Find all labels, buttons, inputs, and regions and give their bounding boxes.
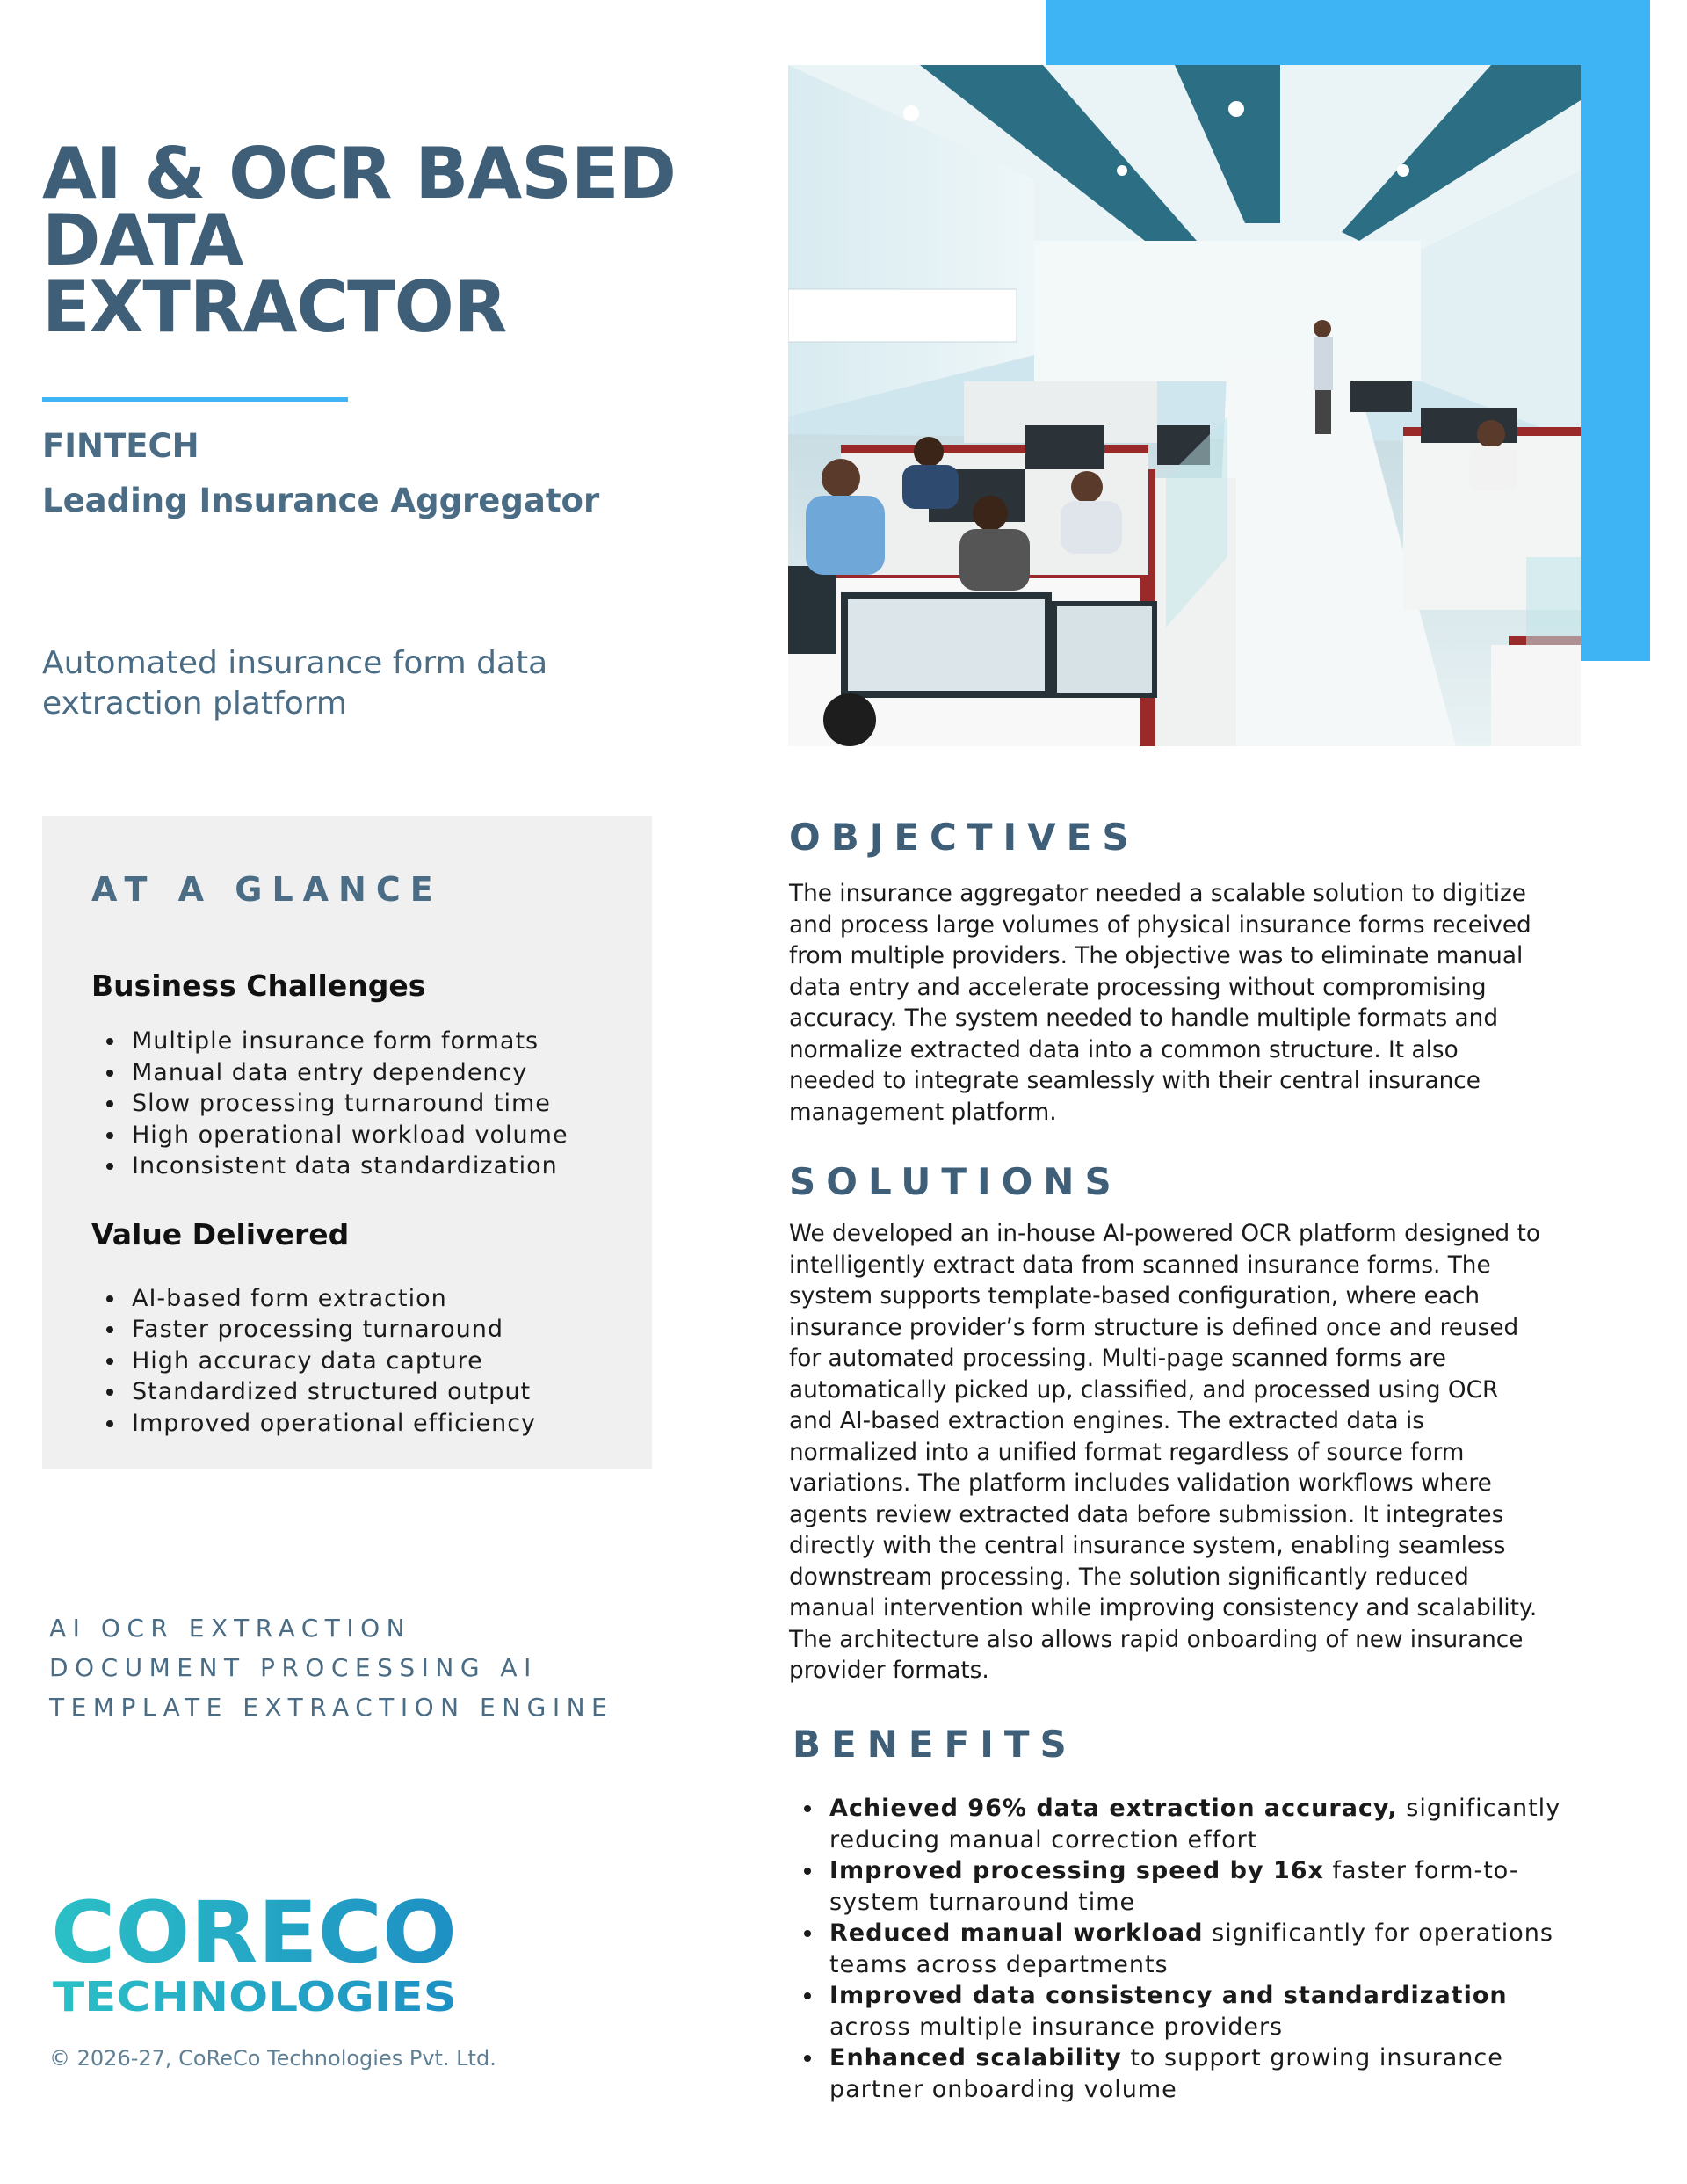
list-item: Inconsistent data standardization: [91, 1150, 603, 1182]
benefit-detail: to support growing insurance partner onboarding volume: [829, 2044, 1503, 2103]
benefit-highlight: Improved data consistency and standardization: [829, 1982, 1508, 2009]
list-item: Standardized structured output: [91, 1376, 603, 1408]
title-divider: [42, 397, 348, 402]
values-list: [91, 1283, 603, 1440]
list-item: Faster processing turnaround: [91, 1314, 603, 1346]
benefits-title: BENEFITS: [793, 1723, 1077, 1766]
list-item: Manual data entry dependency: [91, 1057, 603, 1089]
tag-ai-ocr: AI OCR EXTRACTION: [49, 1614, 412, 1643]
value-delivered-heading: Value Delivered: [91, 1216, 350, 1252]
benefit-highlight: Enhanced scalability: [829, 2044, 1122, 2072]
title-line-2: DATA EXTRACTOR: [42, 200, 507, 348]
coreco-logo: [49, 1893, 462, 2025]
benefit-highlight: Improved processing speed by 16x: [829, 1857, 1324, 1884]
list-item: [789, 1793, 1562, 1855]
list-item: High accuracy data capture: [91, 1346, 603, 1377]
benefit-detail: across multiple insurance providers: [829, 2013, 1284, 2041]
list-item: [789, 1855, 1562, 1918]
list-item: [789, 1918, 1562, 1980]
copyright: © 2026-27, CoReCo Technologies Pvt. Ltd.: [49, 2046, 496, 2071]
sector-label: FINTECH: [42, 427, 199, 465]
tag-document-processing: DOCUMENT PROCESSING AI: [49, 1653, 538, 1682]
page-title: [42, 133, 710, 348]
benefit-highlight: Achieved 96% data extraction accuracy,: [829, 1795, 1398, 1822]
objectives-text: The insurance aggregator needed a scalable solution to digitize and process large volumes of physical insurance forms received from multiple providers. The objective was to eliminate manual data entry and accelerate processing without compromising accuracy. The system needed to handle multiple formats and normalize extracted data into a common structure. It also needed to integrate seamlessly with their central insurance management platform.: [789, 881, 1531, 1126]
list-item: [789, 1980, 1562, 2043]
list-item: Slow processing turnaround time: [91, 1088, 603, 1120]
benefit-detail: faster form-to-system turnaround time: [829, 1857, 1519, 1916]
at-a-glance-title: AT A GLANCE: [91, 870, 443, 909]
list-item: [789, 2043, 1562, 2105]
benefit-highlight: Reduced manual workload: [829, 1919, 1204, 1947]
objectives-title: OBJECTIVES: [789, 816, 1140, 859]
benefits-list: [789, 1793, 1562, 2105]
title-line-1: AI & OCR BASED: [42, 133, 676, 214]
solutions-text: We developed an in-house AI-powered OCR platform designed to intelligently extract data from scanned insurance forms. The system supports template-based configuration, where each insurance provider’s form structure is defined once and reused for automated processing. Multi-page scanned forms are automatically picked up, classified, and processed using OCR and AI-based extraction engines. The extracted data is normalized into a unified format regardless of source form variations. The platform includes validation workflows where agents review extracted data before submission. It integrates directly with the central insurance system, enabling seamless downstream processing. The solution significantly reduced manual intervention while improving consistency and scalability. The architecture also allows rapid onboarding of new insurance provider formats.: [789, 1221, 1541, 1684]
at-a-glance-panel: [42, 816, 652, 1469]
list-item: AI-based form extraction: [91, 1283, 603, 1315]
list-item: Multiple insurance form formats: [91, 1026, 603, 1057]
list-item: High operational workload volume: [91, 1120, 603, 1151]
business-challenges-heading: Business Challenges: [91, 969, 426, 1003]
solutions-title: SOLUTIONS: [789, 1160, 1122, 1203]
tag-template-engine: TEMPLATE EXTRACTION ENGINE: [49, 1693, 614, 1722]
client-label: Leading Insurance Aggregator: [42, 482, 600, 519]
benefit-detail: significantly reducing manual correction effort: [829, 1795, 1561, 1854]
logo-line-1: CORECO: [51, 1893, 457, 1982]
challenges-list: [91, 1026, 603, 1182]
logo-line-2: TECHNOLOGIES: [53, 1973, 457, 2021]
office-photo: [788, 65, 1581, 746]
list-item: Improved operational efficiency: [91, 1408, 603, 1440]
keyword-tags: [49, 1608, 613, 1727]
benefit-detail: significantly for operations teams across departments: [829, 1919, 1553, 1978]
tagline: Automated insurance form data extraction platform: [42, 645, 548, 722]
